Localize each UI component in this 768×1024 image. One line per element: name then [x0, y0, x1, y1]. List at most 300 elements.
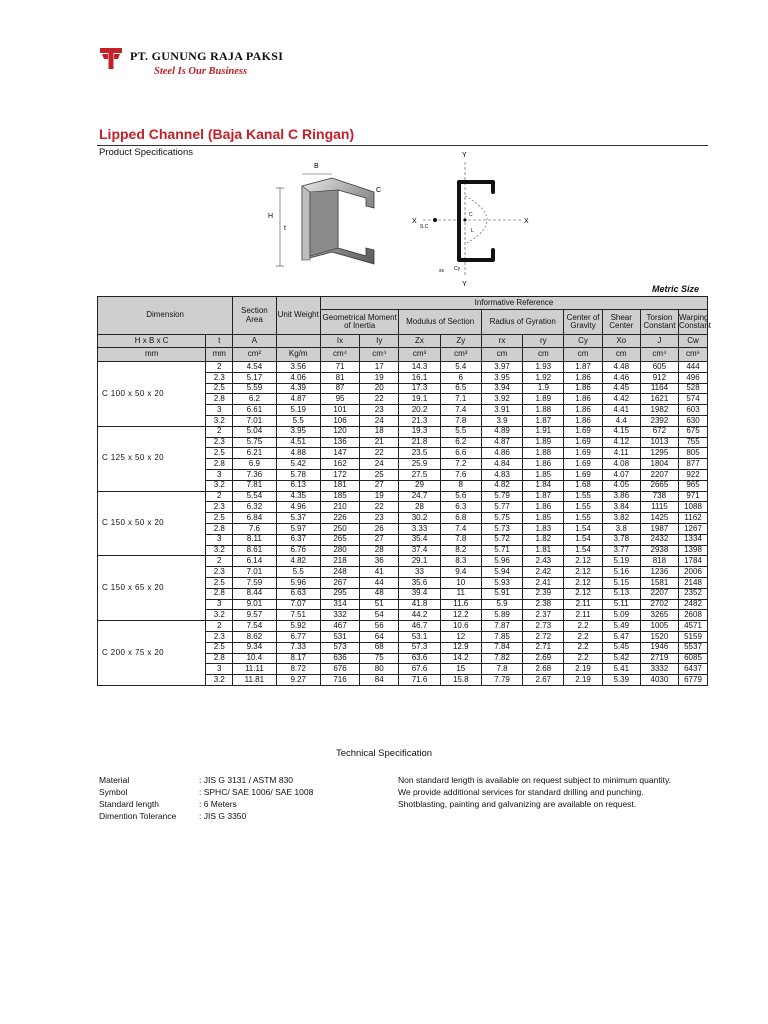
table-cell: 1162	[679, 513, 708, 524]
table-cell: 87	[320, 383, 359, 394]
table-cell: 54	[360, 610, 399, 621]
table-cell: 5159	[679, 631, 708, 642]
table-cell: 2.69	[523, 653, 564, 664]
table-cell: 1.89	[523, 437, 564, 448]
table-row	[98, 621, 708, 632]
table-cell: 5.45	[602, 642, 640, 653]
table-cell: 6.9	[233, 459, 276, 470]
table-cell: 57.3	[399, 642, 440, 653]
table-cell: 2482	[679, 599, 708, 610]
header-geometrical-moment: Geometrical Moment of Inertia	[320, 310, 398, 335]
table-cell: 2.8	[206, 523, 233, 534]
table-cell: 41.8	[399, 599, 440, 610]
table-cell: 19.3	[399, 426, 440, 437]
table-cell: 5.96	[276, 577, 320, 588]
table-cell: 636	[320, 653, 359, 664]
table-cell: 9.4	[440, 567, 481, 578]
table-cell: 1.92	[523, 372, 564, 383]
table-cell: 4.87	[276, 394, 320, 405]
table-cell: 2702	[640, 599, 678, 610]
table-cell: 2.5	[206, 577, 233, 588]
table-cell: 1.54	[564, 523, 602, 534]
table-cell: 5.9	[481, 599, 522, 610]
table-cell: 5.42	[276, 459, 320, 470]
header-hbc: H x B x C	[98, 335, 206, 348]
table-cell: 2.8	[206, 394, 233, 405]
table-cell: 1.87	[523, 415, 564, 426]
table-cell: 181	[320, 480, 359, 491]
table-cell: 218	[320, 556, 359, 567]
table-cell: 2	[206, 426, 233, 437]
table-cell: 226	[320, 513, 359, 524]
table-cell: 7.79	[481, 675, 522, 686]
table-cell: 4.54	[233, 362, 276, 373]
table-cell: 44	[360, 577, 399, 588]
unit-ry: cm	[523, 348, 564, 362]
table-row	[98, 426, 708, 437]
table-cell: 84	[360, 675, 399, 686]
table-cell: 26	[360, 523, 399, 534]
spec-row-symbol	[99, 786, 313, 798]
table-cell: 80	[360, 664, 399, 675]
table-cell: 7.01	[233, 567, 276, 578]
table-cell: 1.55	[564, 491, 602, 502]
table-cell: 4.46	[602, 372, 640, 383]
spec-value: : 6 Meters	[199, 799, 237, 809]
header-torsion-constant: Torsion Constant	[640, 310, 678, 335]
table-cell: 2719	[640, 653, 678, 664]
table-cell: 6437	[679, 664, 708, 675]
table-cell: 1295	[640, 448, 678, 459]
table-cell: 444	[679, 362, 708, 373]
table-cell: 4.82	[481, 480, 522, 491]
header-zy: Zy	[440, 335, 481, 348]
figure-label-h: H	[268, 213, 274, 220]
channel-size-label: C 125 x 50 x 20	[98, 426, 206, 491]
figure-label-cy: Cy	[454, 266, 461, 272]
header-informative-reference: Informative Reference	[320, 297, 707, 310]
table-cell: 7.33	[276, 642, 320, 653]
table-cell: 5.5	[276, 567, 320, 578]
table-cell: 5.59	[233, 383, 276, 394]
table-cell: 805	[679, 448, 708, 459]
table-cell: 41	[360, 567, 399, 578]
table-cell: 7.6	[233, 523, 276, 534]
table-cell: 12	[440, 631, 481, 642]
table-cell: 496	[679, 372, 708, 383]
unit-kgm: Kg/m	[276, 348, 320, 362]
table-cell: 5.78	[276, 469, 320, 480]
channel-size-label: C 100 x 50 x 20	[98, 362, 206, 427]
table-cell: 2.43	[523, 556, 564, 567]
table-cell: 33	[399, 567, 440, 578]
table-cell: 2207	[640, 588, 678, 599]
table-cell: 9.57	[233, 610, 276, 621]
table-cell: 51	[360, 599, 399, 610]
header-dimension: Dimension	[98, 297, 233, 335]
table-cell: 5.89	[481, 610, 522, 621]
table-cell: 37.4	[399, 545, 440, 556]
table-cell: 1784	[679, 556, 708, 567]
table-cell: 4.42	[602, 394, 640, 405]
table-cell: 603	[679, 405, 708, 416]
table-cell: 3.2	[206, 415, 233, 426]
table-cell: 9.27	[276, 675, 320, 686]
table-cell: 3.56	[276, 362, 320, 373]
table-cell: 8.2	[440, 545, 481, 556]
unit-zx: cm³	[399, 348, 440, 362]
table-cell: 1.86	[564, 383, 602, 394]
table-cell: 2.71	[523, 642, 564, 653]
table-cell: 7.6	[440, 469, 481, 480]
table-cell: 25.9	[399, 459, 440, 470]
table-cell: 6.63	[276, 588, 320, 599]
table-cell: 2.5	[206, 383, 233, 394]
table-cell: 1987	[640, 523, 678, 534]
header-shear-center: Shear Center	[602, 310, 640, 335]
table-cell: 672	[640, 426, 678, 437]
table-cell: 1005	[640, 621, 678, 632]
table-cell: 4.12	[602, 437, 640, 448]
table-cell: 738	[640, 491, 678, 502]
figure-label-xs: xs	[439, 268, 444, 274]
table-cell: 106	[320, 415, 359, 426]
table-cell: 3332	[640, 664, 678, 675]
table-cell: 332	[320, 610, 359, 621]
table-cell: 2432	[640, 534, 678, 545]
table-cell: 2.11	[564, 610, 602, 621]
table-cell: 30.2	[399, 513, 440, 524]
unit-xo: cm	[602, 348, 640, 362]
table-cell: 6.84	[233, 513, 276, 524]
table-cell: 2392	[640, 415, 678, 426]
cross-section-diagram	[405, 148, 535, 288]
table-cell: 2.3	[206, 567, 233, 578]
table-cell: 467	[320, 621, 359, 632]
table-cell: 265	[320, 534, 359, 545]
table-cell: 5.17	[233, 372, 276, 383]
channel-size-label: C 150 x 65 x 20	[98, 556, 206, 621]
table-cell: 5.77	[481, 502, 522, 513]
table-cell: 5.5	[276, 415, 320, 426]
table-cell: 1.69	[564, 437, 602, 448]
header-rx: rx	[481, 335, 522, 348]
table-cell: 71.6	[399, 675, 440, 686]
table-cell: 2	[206, 362, 233, 373]
figure-label-cx: C	[469, 212, 473, 218]
table-cell: 1.55	[564, 502, 602, 513]
table-cell: 5.94	[481, 567, 522, 578]
table-cell: 4.11	[602, 448, 640, 459]
table-cell: 29	[399, 480, 440, 491]
table-cell: 3.9	[481, 415, 522, 426]
table-cell: 1.86	[523, 459, 564, 470]
table-cell: 162	[320, 459, 359, 470]
figure-label-b: B	[314, 163, 319, 170]
table-cell: 2.67	[523, 675, 564, 686]
header-xo: Xo	[602, 335, 640, 348]
table-cell: 2.41	[523, 577, 564, 588]
table-cell: 4.07	[602, 469, 640, 480]
table-cell: 3.2	[206, 675, 233, 686]
header-modulus-of-section: Modulus of Section	[399, 310, 482, 335]
table-cell: 3.2	[206, 610, 233, 621]
table-cell: 7.54	[233, 621, 276, 632]
table-cell: 7.81	[233, 480, 276, 491]
header-radius-of-gyration: Radius of Gyration	[481, 310, 564, 335]
table-cell: 6.13	[276, 480, 320, 491]
figure-label-y-top: Y	[462, 152, 467, 159]
table-cell: 3.95	[481, 372, 522, 383]
table-cell: 4.89	[481, 426, 522, 437]
table-cell: 22	[360, 448, 399, 459]
table-cell: 5.73	[481, 523, 522, 534]
table-cell: 250	[320, 523, 359, 534]
table-cell: 5.09	[602, 610, 640, 621]
table-cell: 19	[360, 372, 399, 383]
table-cell: 5.91	[481, 588, 522, 599]
table-cell: 1.85	[523, 469, 564, 480]
table-cell: 2.3	[206, 631, 233, 642]
table-cell: 1621	[640, 394, 678, 405]
table-cell: 877	[679, 459, 708, 470]
table-cell: 7.4	[440, 523, 481, 534]
table-cell: 1.93	[523, 362, 564, 373]
table-cell: 2006	[679, 567, 708, 578]
table-cell: 5.16	[602, 567, 640, 578]
table-cell: 23.5	[399, 448, 440, 459]
table-cell: 19.1	[399, 394, 440, 405]
header-ry: ry	[523, 335, 564, 348]
table-cell: 4.41	[602, 405, 640, 416]
table-cell: 1.88	[523, 405, 564, 416]
page-title: Lipped Channel (Baja Kanal C Ringan)	[99, 126, 355, 142]
table-cell: 6.8	[440, 513, 481, 524]
table-cell: 4.4	[602, 415, 640, 426]
table-cell: 3.78	[602, 534, 640, 545]
table-cell: 280	[320, 545, 359, 556]
table-cell: 75	[360, 653, 399, 664]
table-cell: 5.93	[481, 577, 522, 588]
table-cell: 1.86	[523, 502, 564, 513]
unit-iy: cm⁴	[360, 348, 399, 362]
table-cell: 8.17	[276, 653, 320, 664]
header-center-of-gravity: Center of Gravity	[564, 310, 602, 335]
table-cell: 4.83	[481, 469, 522, 480]
table-cell: 4.35	[276, 491, 320, 502]
table-cell: 23	[360, 513, 399, 524]
technical-specification-title: Technical Specification	[335, 748, 433, 759]
table-cell: 7.8	[440, 534, 481, 545]
table-cell: 25	[360, 469, 399, 480]
spec-row-standard-length	[99, 798, 313, 810]
table-cell: 3.82	[602, 513, 640, 524]
table-cell: 2.37	[523, 610, 564, 621]
table-cell: 1.69	[564, 448, 602, 459]
unit-zy: cm³	[440, 348, 481, 362]
table-cell: 14.2	[440, 653, 481, 664]
table-cell: 4.51	[276, 437, 320, 448]
table-cell: 8.72	[276, 664, 320, 675]
table-cell: 574	[679, 394, 708, 405]
channel-size-label: C 150 x 50 x 20	[98, 491, 206, 556]
table-cell: 5.42	[602, 653, 640, 664]
spec-row-material	[99, 774, 313, 786]
table-cell: 27	[360, 480, 399, 491]
table-cell: 210	[320, 502, 359, 513]
table-cell: 314	[320, 599, 359, 610]
table-cell: 1982	[640, 405, 678, 416]
table-cell: 46.7	[399, 621, 440, 632]
table-cell: 755	[679, 437, 708, 448]
table-cell: 64	[360, 631, 399, 642]
table-cell: 1.91	[523, 426, 564, 437]
header-j: J	[640, 335, 678, 348]
table-cell: 5.54	[233, 491, 276, 502]
table-cell: 24.7	[399, 491, 440, 502]
unit-mm-dimension: mm	[98, 348, 206, 362]
table-cell: 1398	[679, 545, 708, 556]
table-cell: 5.6	[440, 491, 481, 502]
table-cell: 8	[440, 480, 481, 491]
table-cell: 21	[360, 437, 399, 448]
table-cell: 1946	[640, 642, 678, 653]
table-cell: 71	[320, 362, 359, 373]
technical-spec-list	[99, 774, 313, 822]
table-cell: 39.4	[399, 588, 440, 599]
note-line: Non standard length is available on request subject to minimum quantity.	[398, 775, 671, 785]
table-cell: 172	[320, 469, 359, 480]
table-cell: 6	[440, 372, 481, 383]
specification-table-body	[98, 362, 708, 686]
table-cell: 35.4	[399, 534, 440, 545]
spec-value: : SPHC/ SAE 1006/ SAE 1008	[199, 787, 314, 797]
table-cell: 2.38	[523, 599, 564, 610]
table-cell: 56	[360, 621, 399, 632]
table-cell: 7.07	[276, 599, 320, 610]
table-cell: 2.8	[206, 653, 233, 664]
table-cell: 16.1	[399, 372, 440, 383]
table-cell: 185	[320, 491, 359, 502]
table-cell: 531	[320, 631, 359, 642]
table-cell: 11.81	[233, 675, 276, 686]
figure-label-x-right: X	[524, 218, 529, 225]
header-warping-constant: Warping Constant	[679, 310, 708, 335]
table-cell: 6.2	[233, 394, 276, 405]
table-cell: 6.76	[276, 545, 320, 556]
table-cell: 7.51	[276, 610, 320, 621]
table-cell: 136	[320, 437, 359, 448]
table-cell: 1.87	[523, 491, 564, 502]
table-cell: 67.6	[399, 664, 440, 675]
table-cell: 1.86	[564, 394, 602, 405]
header-zx: Zx	[399, 335, 440, 348]
table-cell: 5.41	[602, 664, 640, 675]
table-cell: 17	[360, 362, 399, 373]
table-cell: 2.5	[206, 448, 233, 459]
table-cell: 818	[640, 556, 678, 567]
table-cell: 2.12	[564, 577, 602, 588]
table-cell: 2.42	[523, 567, 564, 578]
figure-label-sc: S.C	[420, 224, 429, 230]
table-cell: 63.6	[399, 653, 440, 664]
table-cell: 2.3	[206, 502, 233, 513]
spec-label: Dimention Tolerance	[99, 811, 177, 821]
table-cell: 1.84	[523, 480, 564, 491]
table-cell: 2.2	[564, 642, 602, 653]
table-cell: 605	[640, 362, 678, 373]
table-cell: 1.69	[564, 426, 602, 437]
header-section-area: Section Area	[233, 297, 276, 335]
table-cell: 3.86	[602, 491, 640, 502]
table-cell: 6.32	[233, 502, 276, 513]
table-cell: 5.47	[602, 631, 640, 642]
channel-size-label: C 200 x 75 x 20	[98, 621, 206, 686]
table-cell: 2.2	[564, 631, 602, 642]
unit-ix: cm⁴	[320, 348, 359, 362]
table-cell: 1.89	[523, 394, 564, 405]
table-cell: 5537	[679, 642, 708, 653]
table-cell: 3	[206, 534, 233, 545]
table-cell: 2.19	[564, 675, 602, 686]
table-cell: 1.86	[564, 415, 602, 426]
table-cell: 22	[360, 502, 399, 513]
table-cell: 29.1	[399, 556, 440, 567]
table-cell: 21.3	[399, 415, 440, 426]
table-cell: 5.71	[481, 545, 522, 556]
table-cell: 2352	[679, 588, 708, 599]
table-cell: 3.91	[481, 405, 522, 416]
table-cell: 95	[320, 394, 359, 405]
table-cell: 6.3	[440, 502, 481, 513]
table-cell: 1.54	[564, 534, 602, 545]
note-line: Shotblasting, painting and galvanizing are available on request.	[398, 799, 637, 809]
table-cell: 5.75	[481, 513, 522, 524]
table-cell: 1334	[679, 534, 708, 545]
table-cell: 3.8	[602, 523, 640, 534]
spec-label: Symbol	[99, 787, 128, 797]
unit-cm2: cm²	[233, 348, 276, 362]
table-cell: 2	[206, 621, 233, 632]
table-cell: 28	[360, 545, 399, 556]
metric-size-label: Metric Size	[652, 284, 700, 294]
table-cell: 2.8	[206, 588, 233, 599]
table-cell: 20.2	[399, 405, 440, 416]
company-tagline: Steel Is Our Business	[154, 66, 248, 77]
channel-3d-illustration	[262, 156, 392, 276]
table-cell: 7.1	[440, 394, 481, 405]
table-cell: 36	[360, 556, 399, 567]
table-cell: 2.2	[564, 621, 602, 632]
table-cell: 4.82	[276, 556, 320, 567]
table-cell: 2.5	[206, 513, 233, 524]
table-cell: 68	[360, 642, 399, 653]
table-cell: 1581	[640, 577, 678, 588]
header-cw: Cw	[679, 335, 708, 348]
table-cell: 965	[679, 480, 708, 491]
title-divider	[97, 145, 708, 146]
table-cell: 1267	[679, 523, 708, 534]
table-cell: 5.75	[233, 437, 276, 448]
table-cell: 2.68	[523, 664, 564, 675]
table-cell: 1.55	[564, 513, 602, 524]
figure-label-x-left: X	[412, 218, 417, 225]
table-cell: 922	[679, 469, 708, 480]
table-cell: 6.21	[233, 448, 276, 459]
table-cell: 1.81	[523, 545, 564, 556]
table-cell: 2	[206, 491, 233, 502]
table-cell: 15.8	[440, 675, 481, 686]
